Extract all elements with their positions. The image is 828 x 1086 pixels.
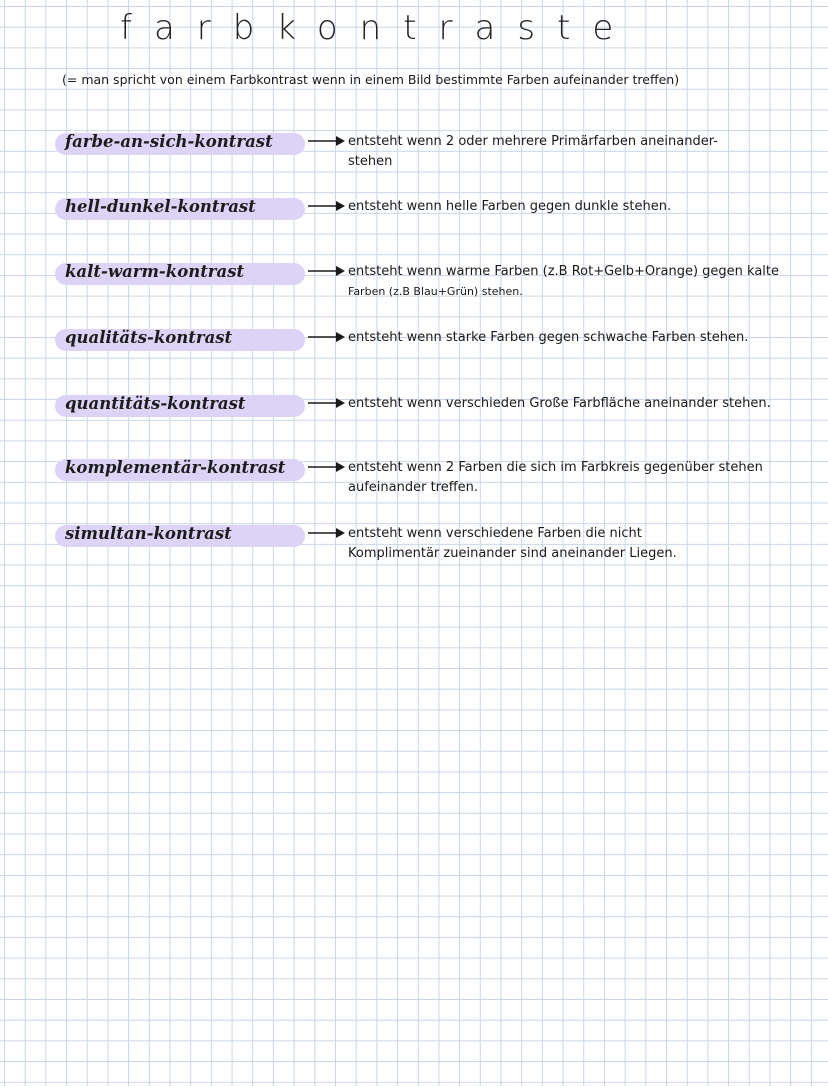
contrast-row [0, 260, 828, 320]
contrast-row [0, 130, 828, 190]
description-line: entsteht wenn 2 Farben die sich im Farbkreis gegenüber stehen [348, 460, 763, 475]
description-line: Komplimentär zueinander sind aneinander Liegen. [348, 546, 677, 561]
arrow-right-icon [306, 263, 346, 279]
contrast-row [0, 326, 828, 386]
contrast-term: qualitäts-kontrast [65, 328, 233, 347]
page-title: farbkontraste [120, 8, 636, 48]
term-highlight [55, 260, 305, 286]
contrast-row [0, 392, 828, 452]
description-line: entsteht wenn helle Farben gegen dunkle stehen. [348, 199, 672, 214]
contrast-row [0, 456, 828, 516]
contrast-description [348, 262, 808, 302]
contrast-term: quantitäts-kontrast [65, 394, 246, 413]
contrast-row [0, 522, 828, 582]
term-highlight [55, 130, 305, 156]
arrow-right-icon [306, 133, 346, 149]
description-line: Farben (z.B Blau+Grün) stehen. [348, 285, 523, 298]
term-highlight [55, 392, 305, 418]
contrast-description [348, 197, 808, 217]
arrow-right-icon [306, 525, 346, 541]
intro-text: (= man spricht von einem Farbkontrast wenn in einem Bild bestimmte Farben aufeinander treffen) [62, 72, 680, 87]
contrast-description [348, 328, 808, 348]
contrast-description [348, 524, 808, 564]
term-highlight [55, 522, 305, 548]
term-highlight [55, 195, 305, 221]
arrow-right-icon [306, 459, 346, 475]
description-line: entsteht wenn verschieden Große Farbfläche aneinander stehen. [348, 396, 771, 411]
contrast-term: simultan-kontrast [65, 524, 232, 543]
description-line: entsteht wenn starke Farben gegen schwache Farben stehen. [348, 330, 749, 345]
arrow-right-icon [306, 395, 346, 411]
contrast-description [348, 132, 808, 172]
description-line: entsteht wenn 2 oder mehrere Primärfarben aneinander- [348, 134, 718, 149]
arrow-right-icon [306, 198, 346, 214]
contrast-description [348, 394, 808, 414]
contrast-row [0, 195, 828, 255]
description-line: entsteht wenn verschiedene Farben die nicht [348, 526, 642, 541]
contrast-description [348, 458, 808, 498]
description-line: aufeinander treffen. [348, 480, 479, 495]
contrast-term: kalt-warm-kontrast [65, 262, 245, 281]
contrast-term: komplementär-kontrast [65, 458, 286, 477]
contrast-term: hell-dunkel-kontrast [65, 197, 256, 216]
contrast-term: farbe-an-sich-kontrast [65, 132, 273, 151]
term-highlight [55, 326, 305, 352]
description-line: stehen [348, 154, 393, 169]
arrow-right-icon [306, 329, 346, 345]
description-line: entsteht wenn warme Farben (z.B Rot+Gelb+Orange) gegen kalte [348, 264, 780, 279]
term-highlight [55, 456, 305, 482]
